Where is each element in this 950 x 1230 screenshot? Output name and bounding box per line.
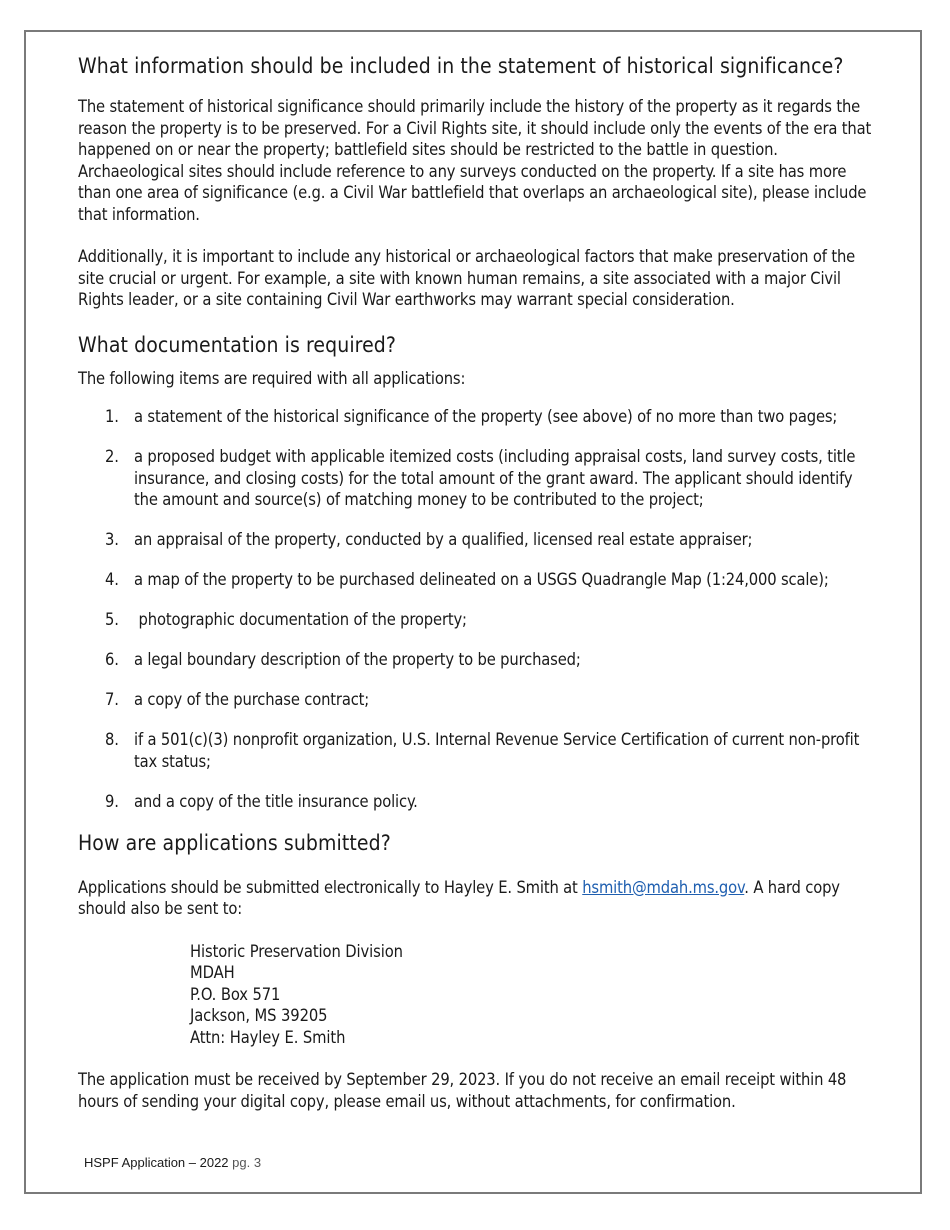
list-item-number: 2. xyxy=(105,447,119,466)
address-line: Historic Preservation Division xyxy=(190,941,403,961)
footer-title: HSPF Application – 2022 xyxy=(84,1155,233,1170)
footer-page-number: pg. 3 xyxy=(232,1155,262,1170)
list-item-number: 7. xyxy=(105,690,119,709)
list-item xyxy=(78,609,878,631)
deadline-paragraph: The application must be received by September 29, 2023. If you do not receive an email receipt within 48 hours of sending your digital copy, please email us, without attachments, for confirmation. xyxy=(78,1070,847,1111)
submission-text-after: . A hard copy should also be sent to: xyxy=(78,877,840,918)
list-item xyxy=(78,446,878,511)
documentation-intro: The following items are required with all applications: xyxy=(78,368,466,388)
address-line: Jackson, MS 39205 xyxy=(190,1006,328,1025)
list-item-number: 5. xyxy=(105,610,119,629)
address-line: Attn: Hayley E. Smith xyxy=(190,1027,346,1047)
list-item-text: a legal boundary description of the property to be purchased; xyxy=(134,650,581,669)
heading-historical-significance: What information should be included in the statement of historical significance? xyxy=(78,54,844,78)
address-line: MDAH xyxy=(190,963,235,982)
document-body xyxy=(78,54,878,1112)
paragraph-preservation-factors: Additionally, it is important to include any historical or archaeological factors that make preservation of the site crucial or urgent. For example, a site with known human remains, a site associated with a major Civil Rights leader, or a site containing Civil War earthworks may warrant special consideration. xyxy=(78,247,856,309)
list-item-text: an appraisal of the property, conducted by a qualified, licensed real estate appraiser; xyxy=(134,530,753,549)
list-item-text: photographic documentation of the property; xyxy=(134,610,467,629)
list-item-text: a proposed budget with applicable itemized costs (including appraisal costs, land survey costs, title insurance, and closing costs) for the total amount of the grant award. The applicant should identify the amount and source(s) of matching money to be contributed to the project; xyxy=(134,447,856,509)
email-link[interactable]: hsmith@mdah.ms.gov xyxy=(582,877,745,897)
list-item xyxy=(78,729,878,772)
list-item-number: 3. xyxy=(105,530,119,549)
list-item-number: 8. xyxy=(105,730,119,749)
address-line: P.O. Box 571 xyxy=(190,984,281,1004)
heading-how-submitted: How are applications submitted? xyxy=(78,830,391,855)
list-item-text: a copy of the purchase contract; xyxy=(134,690,370,709)
list-item xyxy=(78,649,878,671)
list-item-text: a map of the property to be purchased delineated on a USGS Quadrangle Map (1:24,000 scale); xyxy=(134,570,829,589)
list-item xyxy=(78,791,878,813)
mailing-address xyxy=(190,941,878,1049)
submission-text-before: Applications should be submitted electronically to Hayley E. Smith at xyxy=(78,877,583,897)
list-item-number: 6. xyxy=(105,650,119,669)
list-item xyxy=(78,406,878,428)
paragraph-significance-content: The statement of historical significance should primarily include the history of the property as it regards the reason the property is to be preserved. For a Civil Rights site, it should include only the events of the era that happened on or near the property; battlefield sites should be restricted to the battle in question. Archaeological sites should include reference to any surveys conducted on the property. If a site has more than one area of significance (e.g. a Civil War battlefield that overlaps an archaeological site), please include that information. xyxy=(78,97,872,224)
list-item-text: and a copy of the title insurance policy. xyxy=(134,791,418,811)
list-item xyxy=(78,569,878,591)
list-item xyxy=(78,689,878,711)
list-item-number: 1. xyxy=(105,407,119,426)
list-item-text: if a 501(c)(3) nonprofit organization, U.S. Internal Revenue Service Certification of current non-profit tax status; xyxy=(134,730,860,771)
list-item xyxy=(78,529,878,551)
list-item-text: a statement of the historical significance of the property (see above) of no more than two pages; xyxy=(134,407,838,426)
page-footer xyxy=(84,1155,261,1170)
list-item-number: 9. xyxy=(105,791,119,811)
submission-instructions xyxy=(78,877,878,920)
list-item-number: 4. xyxy=(105,570,119,589)
required-items-list xyxy=(78,406,878,812)
heading-documentation-required: What documentation is required? xyxy=(78,332,397,357)
